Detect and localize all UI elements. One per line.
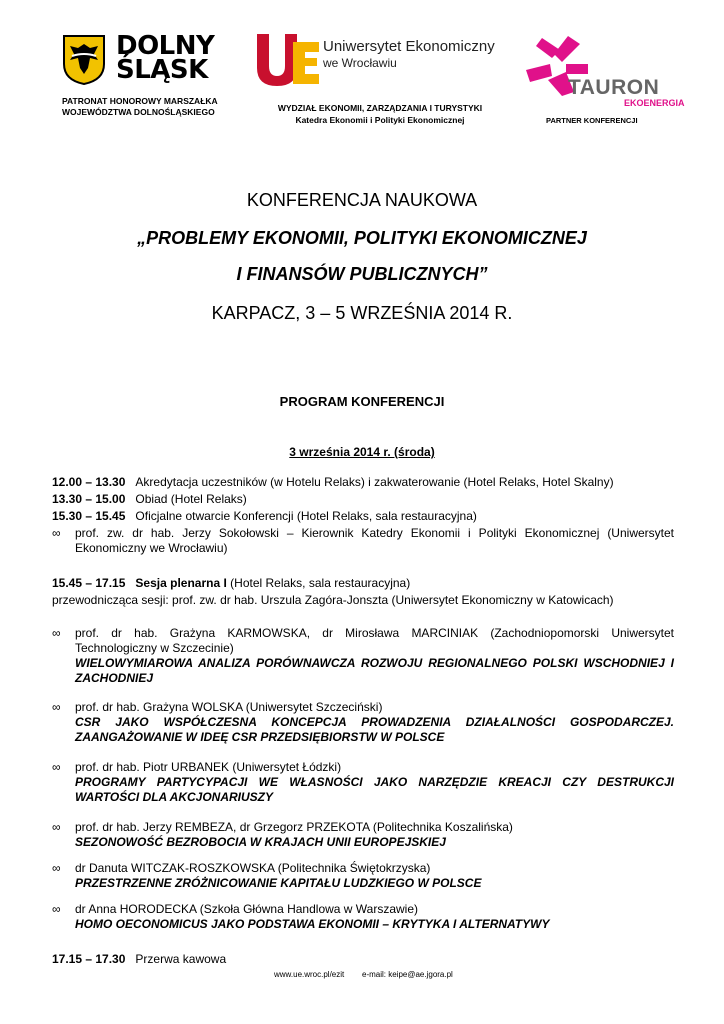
talk-authors: prof. dr hab. Piotr URBANEK (Uniwersytet Łódzki) bbox=[75, 760, 342, 774]
infinity-bullet-icon: ∞ bbox=[52, 760, 61, 774]
infinity-bullet-icon: ∞ bbox=[52, 820, 61, 834]
session-time: 15.45 – 17.15 bbox=[52, 576, 126, 590]
break-text: Przerwa kawowa bbox=[135, 952, 227, 966]
ue-logo bbox=[253, 30, 503, 90]
tauron-sub: EKOENERGIA bbox=[624, 98, 685, 108]
ue-name: Uniwersytet Ekonomiczny bbox=[323, 38, 495, 55]
patronage-line2: WOJEWÓDZTWA DOLNOŚLĄSKIEGO bbox=[62, 107, 215, 117]
talk-title: CSR JAKO WSPÓŁCZESNA KONCEPCJA PROWADZENIA DZIAŁALNOŚCI GOSPODARCZEJ. ZAANGAŻOWANIE W IDEĘ CSR PRZEDSIĘBIORSTW W POLSCE bbox=[75, 715, 674, 744]
talk-title: PRZESTRZENNE ZRÓŻNICOWANIE KAPITAŁU LUDZKIEGO W POLSCE bbox=[75, 876, 482, 890]
conference-title-line1: „PROBLEMY EKONOMII, POLITYKI EKONOMICZNEJ bbox=[137, 228, 587, 248]
ue-city: we Wrocławiu bbox=[323, 56, 397, 70]
talk-authors: prof. dr hab. Grażyna WOLSKA (Uniwersytet Szczeciński) bbox=[75, 700, 383, 714]
talk-item bbox=[75, 902, 674, 932]
faculty-name: WYDZIAŁ EKONOMII, ZARZĄDZANIA I TURYSTYKI bbox=[277, 103, 483, 113]
infinity-bullet-icon: ∞ bbox=[52, 700, 61, 714]
tauron-logo bbox=[520, 30, 685, 110]
talk-authors: prof. dr hab. Grażyna KARMOWSKA, dr Mirosława MARCINIAK (Zachodniopomorski Uniwersytet Technologiczny w Szczecinie) bbox=[75, 626, 674, 655]
department-name: Katedra Ekonomii i Polityki Ekonomicznej bbox=[295, 115, 465, 125]
talk-title: WIELOWYMIAROWA ANALIZA PORÓWNAWCZA ROZWOJU REGIONALNEGO POLSKI WSCHODNIEJ I ZACHODNIEJ bbox=[75, 656, 674, 685]
infinity-bullet-icon: ∞ bbox=[52, 626, 61, 640]
talk-item bbox=[75, 820, 674, 850]
talk-title: PROGRAMY PARTYCYPACJI WE WŁASNOŚCI JAKO NARZĘDZIE KREACJI CZY DESTRUKCJI WARTOŚCI DLA AKCJONARIUSZY bbox=[75, 775, 674, 804]
dolny-slask-line2: ŚLĄSK bbox=[116, 55, 208, 85]
schedule-time: 13.30 – 15.00 bbox=[52, 492, 126, 506]
talk-item bbox=[75, 700, 674, 745]
talk-authors: dr Anna HORODECKA (Szkoła Główna Handlowa w Warszawie) bbox=[75, 902, 419, 916]
talk-item bbox=[75, 760, 674, 805]
tauron-word: TAURON bbox=[568, 76, 660, 99]
schedule-text: Akredytacja uczestników (w Hotelu Relaks) i zakwaterowanie (Hotel Relaks, Hotel Skalny) bbox=[135, 475, 614, 489]
schedule-time: 12.00 – 13.30 bbox=[52, 475, 126, 489]
session-header bbox=[52, 576, 674, 591]
conference-date: KARPACZ, 3 – 5 WRZEŚNIA 2014 R. bbox=[211, 303, 513, 323]
conference-label: KONFERENCJA NAUKOWA bbox=[246, 190, 478, 210]
program-heading: PROGRAM KONFERENCJI bbox=[279, 394, 445, 409]
footer-website[interactable]: www.ue.wroc.pl/ezit bbox=[274, 970, 345, 979]
break-row bbox=[52, 952, 674, 967]
partner-caption: PARTNER KONFERENCJI bbox=[546, 116, 638, 125]
infinity-bullet-icon: ∞ bbox=[52, 526, 61, 540]
break-time: 17.15 – 17.30 bbox=[52, 952, 126, 966]
conference-title-line2: I FINANSÓW PUBLICZNYCH” bbox=[236, 264, 488, 284]
eagle-crest-icon bbox=[62, 34, 106, 86]
patronage-line1: PATRONAT HONOROWY MARSZAŁKA bbox=[62, 96, 218, 106]
talk-item bbox=[75, 861, 674, 891]
ue-emblem-icon bbox=[253, 32, 321, 88]
schedule-row bbox=[52, 475, 674, 490]
session-place: (Hotel Relaks, sala restauracyjna) bbox=[230, 576, 411, 590]
dolny-slask-line1: DOLNY bbox=[116, 31, 215, 61]
dolny-slask-logo bbox=[60, 32, 220, 90]
schedule-row bbox=[52, 509, 674, 524]
schedule-text: Oficjalne otwarcie Konferencji (Hotel Relaks, sala restauracyjna) bbox=[135, 509, 477, 523]
talk-title: SEZONOWOŚĆ BEZROBOCIA W KRAJACH UNII EUROPEJSKIEJ bbox=[75, 835, 446, 849]
talk-authors: dr Danuta WITCZAK-ROSZKOWSKA (Politechnika Świętokrzyska) bbox=[75, 861, 431, 875]
talk-item bbox=[75, 626, 674, 686]
opening-speaker: prof. zw. dr hab. Jerzy Sokołowski – Kierownik Katedry Ekonomii i Polityki Ekonomicznej (Uniwersytet Ekonomiczny we Wrocławiu) bbox=[75, 526, 674, 555]
session-chair: przewodnicząca sesji: prof. zw. dr hab. Urszula Zagóra-Jonszta (Uniwersytet Ekonomiczny w Katowicach) bbox=[52, 593, 614, 607]
talk-title: HOMO OECONOMICUS JAKO PODSTAWA EKONOMII – KRYTYKA I ALTERNATYWY bbox=[75, 917, 550, 931]
schedule-row bbox=[52, 492, 674, 507]
schedule-text: Obiad (Hotel Relaks) bbox=[135, 492, 247, 506]
infinity-bullet-icon: ∞ bbox=[52, 902, 61, 916]
session-title: Sesja plenarna I bbox=[135, 576, 227, 590]
schedule-time: 15.30 – 15.45 bbox=[52, 509, 126, 523]
day-heading: 3 września 2014 r. (środa) bbox=[289, 445, 435, 459]
infinity-bullet-icon: ∞ bbox=[52, 861, 61, 875]
talk-authors: prof. dr hab. Jerzy REMBEZA, dr Grzegorz PRZEKOTA (Politechnika Koszalińska) bbox=[75, 820, 513, 834]
footer-email[interactable]: e-mail: keipe@ae.jgora.pl bbox=[362, 970, 453, 979]
